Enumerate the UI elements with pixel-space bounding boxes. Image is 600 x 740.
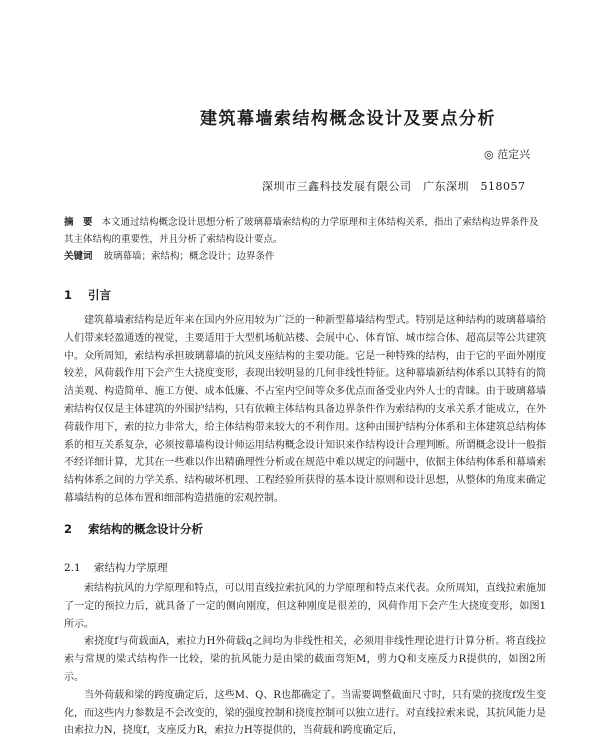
keywords-label: 关键词 — [64, 251, 93, 262]
keywords-text: 玻璃幕墙；索结构；概念设计；边界条件 — [103, 251, 275, 262]
section-1-number: 1 — [64, 288, 73, 302]
abstract-label: 摘 要 — [64, 217, 93, 228]
abstract-block — [64, 214, 544, 265]
section-2-1-title: 索结构力学原理 — [94, 562, 168, 574]
keywords — [64, 248, 544, 265]
affiliation: 深圳市三鑫科技发展有限公司 广东深圳 518057 — [262, 180, 526, 193]
section-2-1-paragraph-3: 当外荷载和梁的跨度确定后，这些M、Q、R也都确定了。当需要调整截面尺寸时，只有梁的挠度f发生变化，而这些内力参数是不会改变的，梁的强度控制和挠度控制可以独立进行。对直线拉索来说，其抗风能力是由索拉力N，挠度f，支座反力R，索拉力H等提供的，当荷载和跨度确定后， — [64, 689, 546, 737]
section-1-title: 引言 — [88, 288, 111, 302]
section-2-title: 索结构的概念设计分析 — [88, 522, 203, 536]
section-1-body — [64, 312, 546, 508]
section-2-heading — [64, 521, 203, 537]
abstract-text: 本文通过结构概念设计思想分析了玻璃幕墙索结构的力学原理和主体结构关系，指出了索结构边界条件及其主体结构的重要性，并且分析了索结构设计要点。 — [64, 217, 539, 245]
abstract — [64, 214, 544, 248]
section-2-1-heading — [64, 560, 168, 575]
author: ◎ 范定兴 — [484, 148, 531, 161]
section-2-1-body — [64, 580, 546, 740]
section-2-number: 2 — [64, 522, 73, 536]
paper-title: 建筑幕墙索结构概念设计及要点分析 — [200, 109, 496, 129]
section-1-heading — [64, 287, 111, 303]
section-2-1-number: 2.1 — [64, 562, 81, 574]
section-2-1-paragraph-2: 索挠度f与荷载面A，索拉力H外荷载q之间均为非线性相关，必须用非线性理论进行计算分析。将直线拉索与常规的梁式结构作一比较，梁的抗风能力是由梁的截面弯矩M，剪力Q和支座反力R提供的，如图2所示。 — [64, 636, 546, 683]
section-1-paragraph: 建筑幕墙索结构是近年来在国内外应用较为广泛的一种新型幕墙结构型式。特别是这种结构的玻璃幕墙给人们带来轻盈通透的视觉，主要适用于大型机场航站楼、会展中心、体育馆、城市综合体、超高层等公共建筑中。众所周知，索结构承担玻璃幕墙的抗风支座结构的主要功能。它是一种特殊的结构，由于它的平面外刚度较差，风荷载作用下会产生大挠度变形，表现出较明显的几何非线性特征。这种幕墙新结构体系以其特有的简洁美观、构造简单、施工方便、成本低廉、不占室内空间等众多优点而备受业内外人士的青睐。由于玻璃幕墙索结构仅仅是主体建筑的外围护结构，只有依赖主体结构具备边界条件作为索结构的支承关系才能成立，在外荷载作用下，索的拉力非常大，给主体结构带来较大的不利作用。这种由围护结构分体系和主体建筑总结构体系的相互关系复杂，必须按幕墙构设计师运用结构概念设计知识来作结构设计合理判断。所谓概念设计一般指不经详细计算，尤其在一些难以作出精确理性分析或在规范中难以规定的问题中，依据主体结构体系和幕墙索结构体系之间的力学关系、结构破坏机理、工程经验所获得的基本设计原则和设计思想，从整体的角度来确定幕墙结构的总体布置和细部构造措施的宏观控制。 — [64, 315, 546, 504]
section-2-1-paragraph-1: 索结构抗风的力学原理和特点，可以用直线拉索抗风的力学原理和特点来代表。众所周知，直线拉索施加了一定的预拉力后，就具备了一定的侧向刚度，但这种刚度是很差的，风荷作用下会产生大挠度变形，如图1所示。 — [64, 583, 546, 630]
